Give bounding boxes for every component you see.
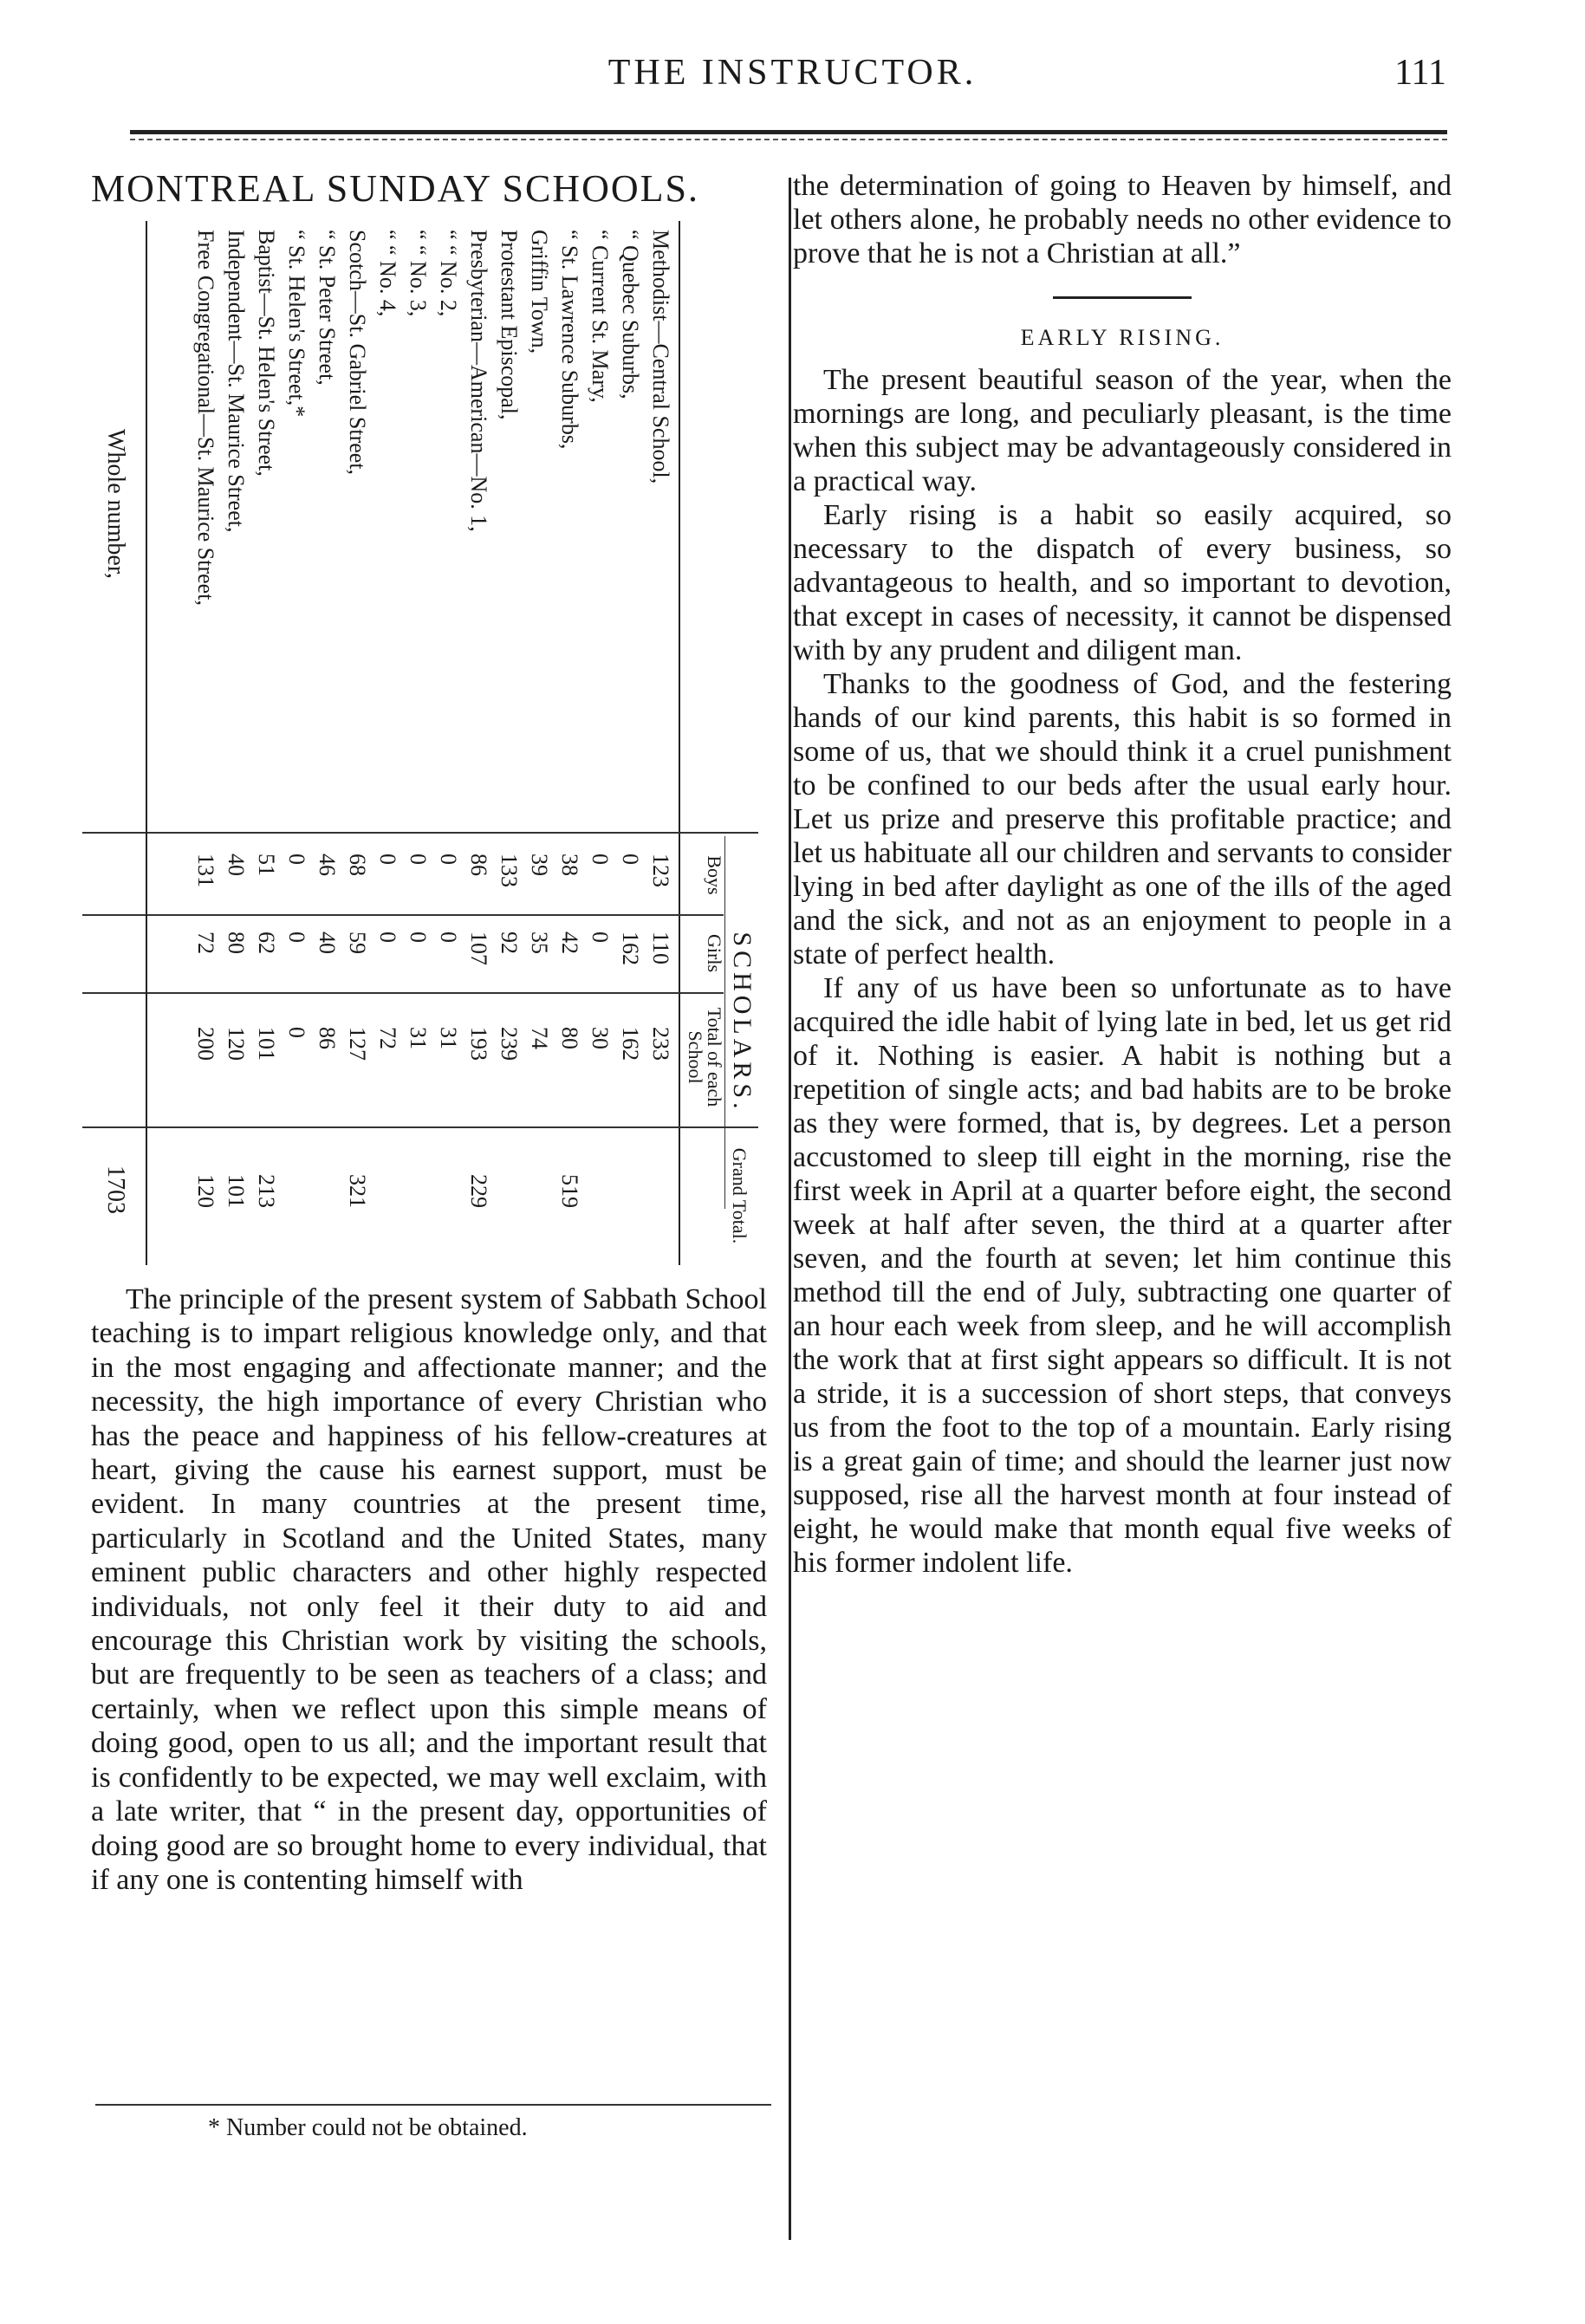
table-row <box>524 221 555 1265</box>
boys-count: 131 <box>193 854 218 887</box>
whole-number-value: 1703 <box>102 1165 129 1214</box>
sunday-schools-table <box>82 221 758 1265</box>
page-number: 111 <box>1394 53 1446 93</box>
girls-count: 0 <box>436 932 461 943</box>
girls-count: 35 <box>527 932 552 954</box>
boys-header: Boys <box>704 855 725 895</box>
boys-count: 51 <box>254 854 279 876</box>
school-name: Free Congregational—St. Maurice Street, <box>193 230 218 606</box>
girls-count: 0 <box>588 932 613 943</box>
boys-count: 0 <box>284 854 309 865</box>
girls-count: 162 <box>618 932 643 965</box>
girls-count: 72 <box>193 932 218 954</box>
table-row <box>433 221 464 1265</box>
boys-count: 39 <box>527 854 552 876</box>
boys-count: 46 <box>315 854 340 876</box>
girls-count: 42 <box>557 932 582 954</box>
school-name: Baptist—St. Helen's Street, <box>254 230 279 477</box>
table-row <box>403 221 433 1265</box>
grand-total: 519 <box>557 1174 582 1208</box>
grand-total: 213 <box>254 1174 279 1208</box>
school-total: 101 <box>254 1027 279 1061</box>
total-each-header: Total of each School <box>685 1007 725 1107</box>
girls-header: Girls <box>704 934 725 972</box>
school-name: Methodist—Central School, <box>648 230 673 484</box>
boys-count: 38 <box>557 854 582 876</box>
grand-total: 321 <box>345 1174 370 1208</box>
school-name: “ “ No. 3, <box>406 230 431 317</box>
table-rotated <box>82 221 758 1265</box>
table-row <box>464 221 494 1265</box>
boys-count: 0 <box>618 854 643 865</box>
header-rule <box>130 130 1447 134</box>
table-row <box>555 221 585 1265</box>
paragraph: The present beautiful season of the year, when the mornings are long, and peculiarly pleasant, is the time when this subject may be advantageously considered in a practical way. <box>793 364 1452 497</box>
whole-number-label: Whole number, <box>102 429 129 580</box>
right-column <box>793 169 1452 1580</box>
table-row <box>646 221 676 1265</box>
table-row <box>373 221 403 1265</box>
grand-total: 120 <box>193 1174 218 1208</box>
boys-count: 0 <box>436 854 461 865</box>
school-total: 31 <box>406 1027 431 1049</box>
scholars-header: SCHOLARS. <box>724 836 758 1209</box>
school-total: 120 <box>224 1027 249 1061</box>
table-row <box>615 221 646 1265</box>
school-name: “ Quebec Suburbs, <box>618 230 643 399</box>
running-title: THE INSTRUCTOR. <box>607 53 978 93</box>
boys-count: 123 <box>648 854 673 887</box>
boys-count: 0 <box>406 854 431 865</box>
school-name: Independent—St. Maurice Street, <box>224 230 249 533</box>
school-name: Griffin Town, <box>527 230 552 354</box>
section-rule <box>1053 296 1192 299</box>
school-total: 80 <box>557 1027 582 1049</box>
school-total: 74 <box>527 1027 552 1049</box>
school-name: “ “ No. 4, <box>375 230 400 317</box>
table-row <box>191 221 221 1265</box>
table-row <box>282 221 312 1265</box>
table-row <box>494 221 524 1265</box>
school-total: 239 <box>497 1027 522 1061</box>
header-rule-dashed <box>130 139 1447 140</box>
school-name: “ St. Peter Street, <box>315 230 340 386</box>
boys-count: 86 <box>466 854 491 876</box>
table-header <box>679 221 758 1265</box>
continuation-paragraph: the determination of going to Heaven by himself, and let others alone, he probably needs no other evidence to prove that he is not a Christian at all.” <box>793 170 1452 269</box>
school-total: 200 <box>193 1027 218 1061</box>
table-row <box>312 221 342 1265</box>
table-row <box>251 221 282 1265</box>
school-name: Presbyterian—American—No. 1, <box>466 230 491 532</box>
school-total: 31 <box>436 1027 461 1049</box>
grand-total-header: Grand Total. <box>729 1147 750 1244</box>
girls-count: 62 <box>254 932 279 954</box>
table-row <box>585 221 615 1265</box>
school-name: “ St. Lawrence Suburbs, <box>557 230 582 450</box>
grand-total: 101 <box>224 1174 249 1208</box>
girls-count: 80 <box>224 932 249 954</box>
boys-count: 40 <box>224 854 249 876</box>
girls-count: 0 <box>375 932 400 943</box>
school-total: 193 <box>466 1027 491 1061</box>
paragraph: Early rising is a habit so easily acquired, so necessary to the dispatch of every business, so advantageous to health, and so important to devotion, that except in cases of necessity, it cannot be dispensed with by any prudent and diligent man. <box>793 499 1452 666</box>
girls-count: 92 <box>497 932 522 954</box>
school-total: 0 <box>284 1027 309 1038</box>
girls-count: 107 <box>466 932 491 965</box>
grand-total: 229 <box>466 1174 491 1208</box>
school-name: “ St. Helen's Street,* <box>284 230 309 418</box>
school-total: 72 <box>375 1027 400 1049</box>
whole-number-row <box>85 221 147 1265</box>
girls-count: 59 <box>345 932 370 954</box>
paragraph: If any of us have been so unfortunate as to have acquired the idle habit of lying late in bed, let us get rid of it. Nothing is easier. A habit is nothing but a repetition of single acts; and bad habits are to be broke as they were formed, that is, by degrees. Let a person accustomed to sleep till eight in the morning, rise the first week in April at a quarter before eight, the second week at half after seven, the third at a quarter after seven, and the fourth at seven; let him continue this method till the end of July, subtracting one quarter of an hour each week from sleep, and he will accomplish the work that at first sight appears so difficult. It is not a stride, it is a succession of short steps, that conveys us from the foot to the top of a mountain. Early rising is a great gain of time; and should the learner just now supposed, rise all the harvest month at four instead of eight, he would make that month equal five weeks of his former indolent life. <box>793 972 1452 1579</box>
paragraph: Thanks to the goodness of God, and the festering hands of our kind parents, this habit is so formed in some of us, that we should think it a cruel punishment to be confined to our beds after the usual early hour. Let us prize and preserve this profitable practice; and let us habituate all our children and servants to consider lying in bed after daylight as one of the ills of the aged and the sick, and not as an enjoyment to people in a state of perfect health. <box>793 668 1452 970</box>
footnote-rule <box>95 2104 771 2106</box>
girls-count: 40 <box>315 932 340 954</box>
school-name: “ “ No. 2, <box>436 230 461 317</box>
girls-count: 110 <box>648 932 673 965</box>
school-total: 86 <box>315 1027 340 1049</box>
school-total: 162 <box>618 1027 643 1061</box>
school-total: 127 <box>345 1027 370 1061</box>
running-head <box>0 52 1585 104</box>
girls-count: 0 <box>406 932 431 943</box>
table-row <box>221 221 251 1265</box>
girls-count: 0 <box>284 932 309 943</box>
principle-paragraph: The principle of the present system of Sabbath School teaching is to impart religious knowledge only, and that in the most engaging and affectionate manner; and the necessity, the high importance of every Christian who has the peace and happiness of his fellow-creatures at heart, giving the cause his earnest support, must be evident. In many countries at the present time, particularly in Scotland and the United States, many eminent public characters and other highly respected individuals, not only feel it their duty to aid and encourage this Christian work by visiting the schools, but are frequently to be seen as teachers of a class; and certainly, when we reflect upon this simple means of doing good, open to us all; and the important result that is confidently to be expected, we may well exclaim, with a late writer, that “ in the present day, opportunities of doing good are so brought home to every individual, that if any one is contenting himself with <box>91 1283 767 1896</box>
boys-count: 0 <box>375 854 400 865</box>
school-name: Scotch—St. Gabriel Street, <box>345 230 370 476</box>
school-total: 233 <box>648 1027 673 1061</box>
boys-count: 68 <box>345 854 370 876</box>
school-name: Protestant Episcopal, <box>497 230 522 420</box>
table-rows <box>191 221 676 1265</box>
section-heading: EARLY RISING. <box>1020 325 1224 350</box>
footnote: * Number could not be obtained. <box>208 2114 528 2141</box>
boys-count: 133 <box>497 854 522 887</box>
boys-count: 0 <box>588 854 613 865</box>
school-name: “ Current St. Mary, <box>588 230 613 403</box>
table-title: MONTREAL SUNDAY SCHOOLS. <box>91 167 699 210</box>
column-divider <box>789 178 791 2240</box>
table-row <box>342 221 373 1265</box>
left-body-text <box>91 1282 767 1897</box>
school-total: 30 <box>588 1027 613 1049</box>
